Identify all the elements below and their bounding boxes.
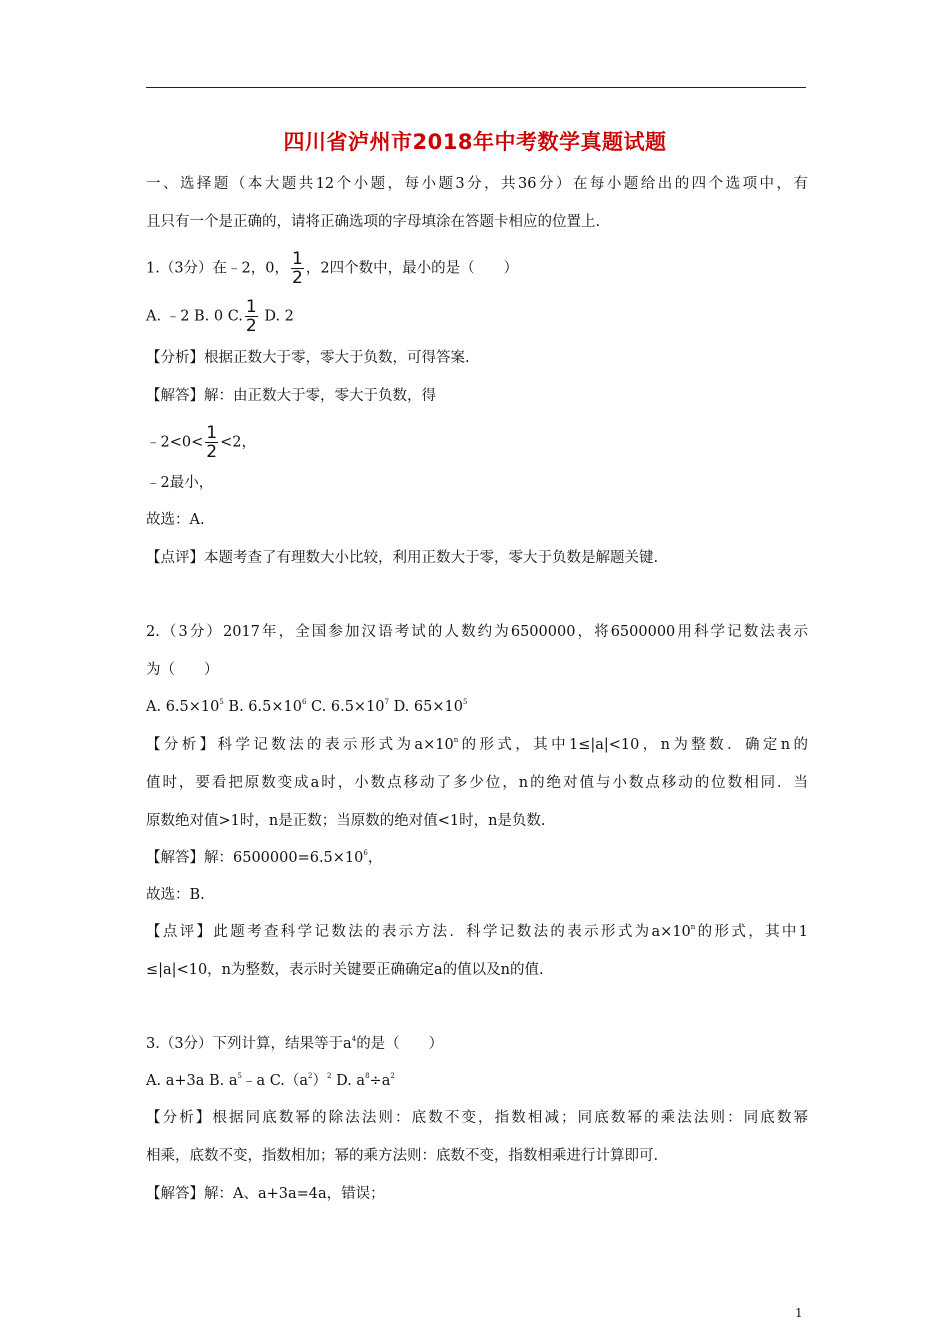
q2-comment-line-1: 【点评】此题考查科学记数法的表示方法．科学记数法的表示形式为$a\times 10^n$的形式，其中1	[146, 923, 808, 940]
q2-stem-line-2: 为（ ）	[146, 662, 219, 678]
q1-stem	[146, 250, 518, 287]
fraction-one-half: $\frac{1}{2}$	[245, 297, 257, 336]
q1-smallest: ﹣2最小，	[146, 475, 214, 491]
q3-answer: 【解答】解：A、a+3a=4a，错误；	[146, 1186, 385, 1202]
q2-analysis-line-2: 值时，要看把原数变成a时，小数点移动了多少位，n的绝对值与小数点移动的位数相同．当	[146, 775, 808, 791]
q3-analysis-line-1: 【分析】根据同底数幂的除法法则：底数不变，指数相减；同底数幂的乘法法则：同底数幂	[146, 1110, 808, 1126]
q1-answer: 【解答】解：由正数大于零，零大于负数，得	[146, 388, 436, 404]
q3-analysis-line-2: 相乘，底数不变，指数相加；幂的乘方法则：底数不变，指数相乘进行计算即可.	[146, 1148, 659, 1164]
fraction-one-half: $\frac{1}{2}$	[206, 423, 218, 462]
q1-inequality: ﹣2<0< $\frac{1}{2}$ <2，	[146, 423, 256, 462]
q2-options: A. $6.5\times 10^5$ B. $6.5\times 10^6$ C. $6.5\times 10^7$ D. $65\times 10^5$	[146, 698, 468, 715]
q2-choice: 故选：B.	[146, 887, 205, 903]
q1-stem-part-b: ，2四个数中，最小的是（ ）	[305, 260, 519, 277]
q2-answer: 【解答】解：$6500000=6.5\times 10^6$，	[146, 849, 383, 866]
fraction-one-half: $\frac{1}{2}$	[292, 249, 303, 288]
q2-comment-line-2: ≤|a|<10，n为整数，表示时关键要正确确定a的值以及n的值.	[146, 962, 544, 978]
q3-stem: 3.（3分）下列计算，结果等于$a^4$的是（ ）	[146, 1035, 444, 1052]
q1-stem-part-a: 1.（3分）在﹣2，0，	[146, 260, 290, 277]
q2-stem-line-1: 2.（3分）2017年，全国参加汉语考试的人数约为6500000，将6500000用科学记数法表示	[146, 624, 808, 640]
q3-options: A. a+3a B. $a^5﹣a$ $C.(a^2)^2$ D. $a^8\div a^2$	[146, 1072, 395, 1089]
q1-analysis: 【分析】根据正数大于零，零大于负数，可得答案.	[146, 350, 470, 366]
page-number: 1	[795, 1306, 803, 1320]
q1-comment: 【点评】本题考查了有理数大小比较，利用正数大于零，零大于负数是解题关键.	[146, 550, 659, 566]
document-title: 四川省泸州市2018年中考数学真题试题	[283, 130, 667, 154]
q1-options: A. ﹣2 B. 0 C. $\frac{1}{2}$ D. 2	[146, 297, 294, 336]
section-intro-line-2: 且只有一个是正确的，请将正确选项的字母填涂在答题卡相应的位置上.	[146, 214, 601, 230]
q2-analysis-line-3: 原数绝对值>1时，n是正数；当原数的绝对值<1时，n是负数.	[146, 813, 546, 829]
q1-choice: 故选：A.	[146, 512, 205, 528]
header-rule	[146, 87, 806, 88]
section-intro-line-1: 一、选择题（本大题共12个小题，每小题3分，共36分）在每小题给出的四个选项中，有	[146, 176, 808, 192]
q2-analysis-line-1: 【分析】科学记数法的表示形式为$a\times 10^n$的形式，其中1≤|a|<10，n为整数．确定n的	[146, 736, 808, 753]
